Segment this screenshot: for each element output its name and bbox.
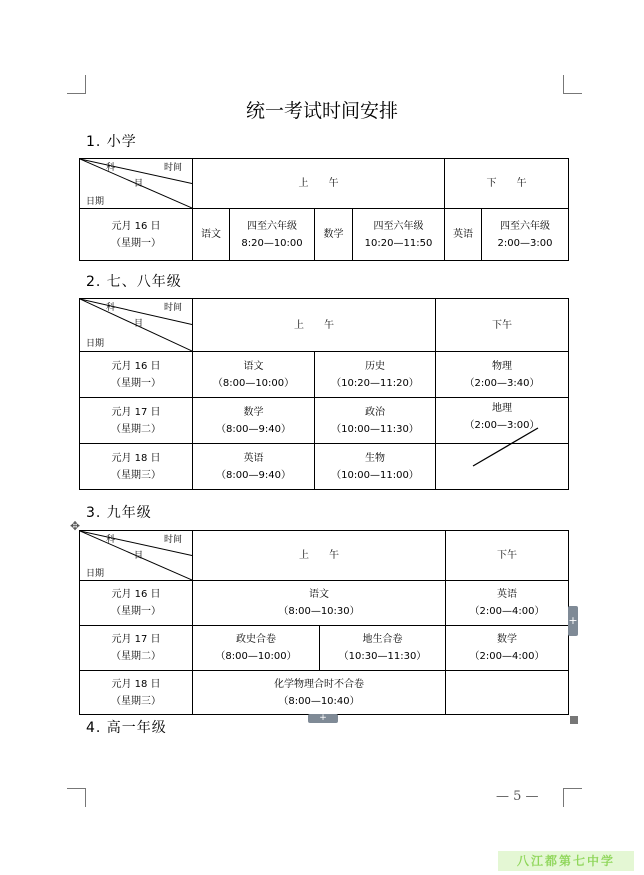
- header-time-label: 时间: [163, 163, 182, 173]
- date-cell: 元月 17 日 （星期二）: [80, 398, 193, 444]
- table-row: [80, 626, 569, 671]
- crop-mark-top-left: [67, 75, 86, 94]
- exam-cell: 化学物理合时不合卷 （8:00—10:40）: [193, 671, 446, 715]
- morning-header: 上 午: [193, 159, 445, 209]
- header-subject-label: 科: [106, 163, 116, 173]
- date-cell: 元月 18 日 （星期三）: [80, 444, 193, 490]
- section-heading-senior1: 4. 高一年级: [86, 720, 167, 736]
- crop-mark-bottom-right: [563, 788, 582, 807]
- exam-cell: 物理 （2:00—3:40）: [436, 352, 569, 398]
- schedule-table-primary[interactable]: [79, 158, 569, 261]
- add-column-icon[interactable]: +: [568, 606, 578, 636]
- subject-cell: 语文: [193, 209, 230, 261]
- diagonal-header-cell: [80, 299, 193, 352]
- section-heading-primary: 1. 小学: [86, 134, 137, 150]
- date-cell: 元月 18 日 （星期三）: [80, 671, 193, 715]
- exam-cell: 历史 （10:20—11:20）: [315, 352, 436, 398]
- table-row: [80, 209, 569, 261]
- afternoon-header: 下午: [436, 299, 569, 352]
- exam-time-cell: 四至六年级 8:20—10:00: [230, 209, 315, 261]
- exam-cell: 数学 （8:00—9:40）: [193, 398, 315, 444]
- exam-cell: 语文 （8:00—10:30）: [193, 581, 446, 626]
- section-heading-grade78: 2. 七、八年级: [86, 274, 182, 290]
- diagonal-header-cell: [80, 531, 193, 581]
- exam-cell: 数学 （2:00—4:00）: [446, 626, 569, 671]
- afternoon-header: 下 午: [445, 159, 569, 209]
- diagonal-header-cell: [80, 159, 193, 209]
- table-row: [80, 581, 569, 626]
- morning-header: 上 午: [193, 531, 446, 581]
- subject-cell: 英语: [445, 209, 482, 261]
- page-number: — 5 —: [496, 789, 539, 804]
- table-resize-handle-icon[interactable]: [570, 716, 578, 724]
- exam-cell: 政治 （10:00—11:30）: [315, 398, 436, 444]
- table-move-handle-icon[interactable]: ✥: [69, 519, 81, 533]
- afternoon-header: 下午: [446, 531, 569, 581]
- exam-cell: 英语 （8:00—9:40）: [193, 444, 315, 490]
- header-date-label: 日期: [86, 197, 105, 207]
- header-subject-label-2: 目: [134, 179, 144, 189]
- date-cell: 元月 17 日 （星期二）: [80, 626, 193, 671]
- header-subject-label-2: 目: [134, 551, 144, 561]
- crop-mark-bottom-left: [67, 788, 86, 807]
- exam-cell: 英语 （2:00—4:00）: [446, 581, 569, 626]
- empty-cell: [446, 671, 569, 715]
- table-row: [80, 352, 569, 398]
- morning-header: 上 午: [193, 299, 436, 352]
- exam-time-cell: 四至六年级 2:00—3:00: [482, 209, 569, 261]
- schedule-table-grade9[interactable]: [79, 530, 569, 715]
- date-cell: 元月 16 日 （星期一）: [80, 581, 193, 626]
- header-time-label: 时间: [163, 303, 182, 313]
- date-cell: 元月 16 日 （星期一）: [80, 209, 193, 261]
- watermark-logo: 八江都第七中学: [498, 851, 634, 871]
- header-subject-label: 科: [106, 303, 116, 313]
- exam-cell: 生物 （10:00—11:00）: [315, 444, 436, 490]
- section-heading-grade9: 3. 九年级: [86, 505, 152, 521]
- exam-cell: 地理 （2:00—3:00）: [436, 398, 569, 444]
- header-date-label: 日期: [86, 569, 105, 579]
- header-subject-label-2: 目: [134, 319, 144, 329]
- header-time-label: 时间: [163, 535, 182, 545]
- table-row: [80, 671, 569, 715]
- date-cell: 元月 16 日 （星期一）: [80, 352, 193, 398]
- exam-cell: 语文 （8:00—10:00）: [193, 352, 315, 398]
- subject-cell: 数学: [315, 209, 353, 261]
- crop-mark-top-right: [563, 75, 582, 94]
- exam-cell: 地生合卷 （10:30—11:30）: [320, 626, 446, 671]
- header-subject-label: 科: [106, 535, 116, 545]
- header-date-label: 日期: [86, 339, 105, 349]
- add-row-icon[interactable]: +: [308, 714, 338, 723]
- document-title: 统一考试时间安排: [245, 100, 398, 122]
- strike-line: [470, 425, 542, 469]
- exam-time-cell: 四至六年级 10:20—11:50: [353, 209, 445, 261]
- exam-cell: 政史合卷 （8:00—10:00）: [193, 626, 320, 671]
